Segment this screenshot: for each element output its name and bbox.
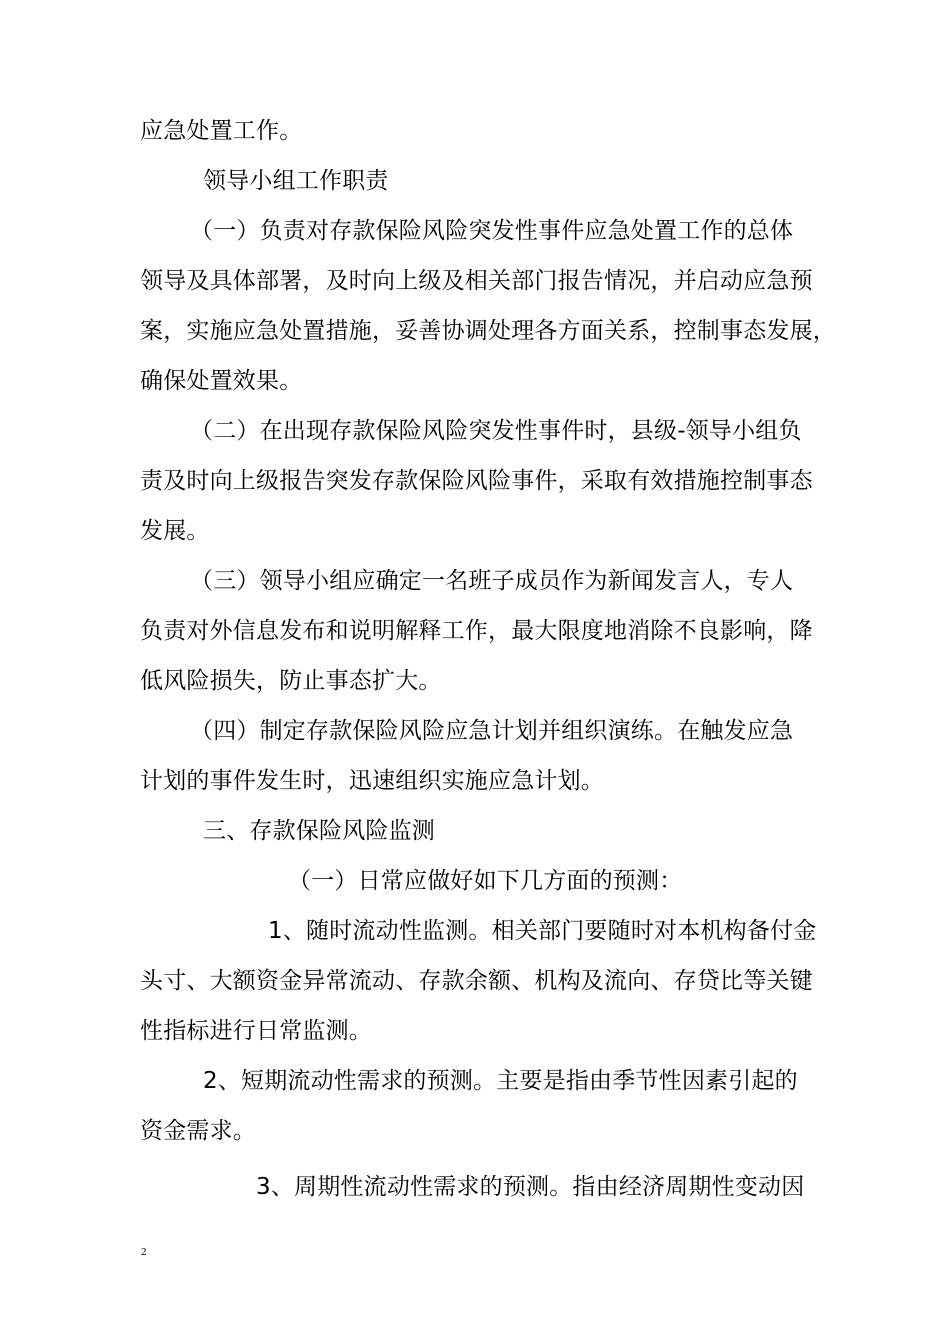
text-line: （一）负责对存款保险风险突发性事件应急处置工作的总体 <box>190 218 794 244</box>
subsection-heading: （一）日常应做好如下几方面的预测： <box>288 868 683 894</box>
text-line: 确保处置效果。 <box>140 368 303 394</box>
text-line: 责及时向上级报告突发存款保险风险事件，采取有效措施控制事态 <box>140 468 813 494</box>
page-number: 2 <box>141 1246 147 1258</box>
text-line: 案，实施应急处置措施，妥善协调处理各方面关系，控制事态发展， <box>140 318 836 344</box>
text-line: 低风险损失，防止事态扩大。 <box>140 668 442 694</box>
text-line: （三）领导小组应确定一名班子成员作为新闻发言人，专人 <box>190 568 794 594</box>
text-line: 负责对外信息发布和说明解释工作，最大限度地消除不良影响，降 <box>140 618 813 644</box>
text-line: 领导及具体部署，及时向上级及相关部门报告情况，并启动应急预 <box>140 268 813 294</box>
text-line: 头寸、大额资金异常流动、存款余额、机构及流向、存贷比等关键 <box>140 968 813 994</box>
text-line: 应急处置工作。 <box>140 118 303 144</box>
text-line: 发展。 <box>140 518 210 544</box>
text-line: 3、周期性流动性需求的预测。指由经济周期性变动因 <box>256 1174 805 1200</box>
section-heading: 领导小组工作职责 <box>203 168 389 194</box>
text-line: 资金需求。 <box>140 1118 256 1144</box>
section-heading: 三、存款保险风险监测 <box>203 818 435 844</box>
text-line: 性指标进行日常监测。 <box>140 1018 372 1044</box>
text-line: （二）在出现存款保险风险突发性事件时，县级-领导小组负 <box>190 418 802 444</box>
text-line: 计划的事件发生时，迅速组织实施应急计划。 <box>140 768 604 794</box>
text-line: （四）制定存款保险风险应急计划并组织演练。在触发应急 <box>190 718 794 744</box>
text-line: 2、短期流动性需求的预测。主要是指由季节性因素引起的 <box>203 1068 798 1094</box>
text-line: 1、随时流动性监测。相关部门要随时对本机构备付金 <box>268 918 817 944</box>
